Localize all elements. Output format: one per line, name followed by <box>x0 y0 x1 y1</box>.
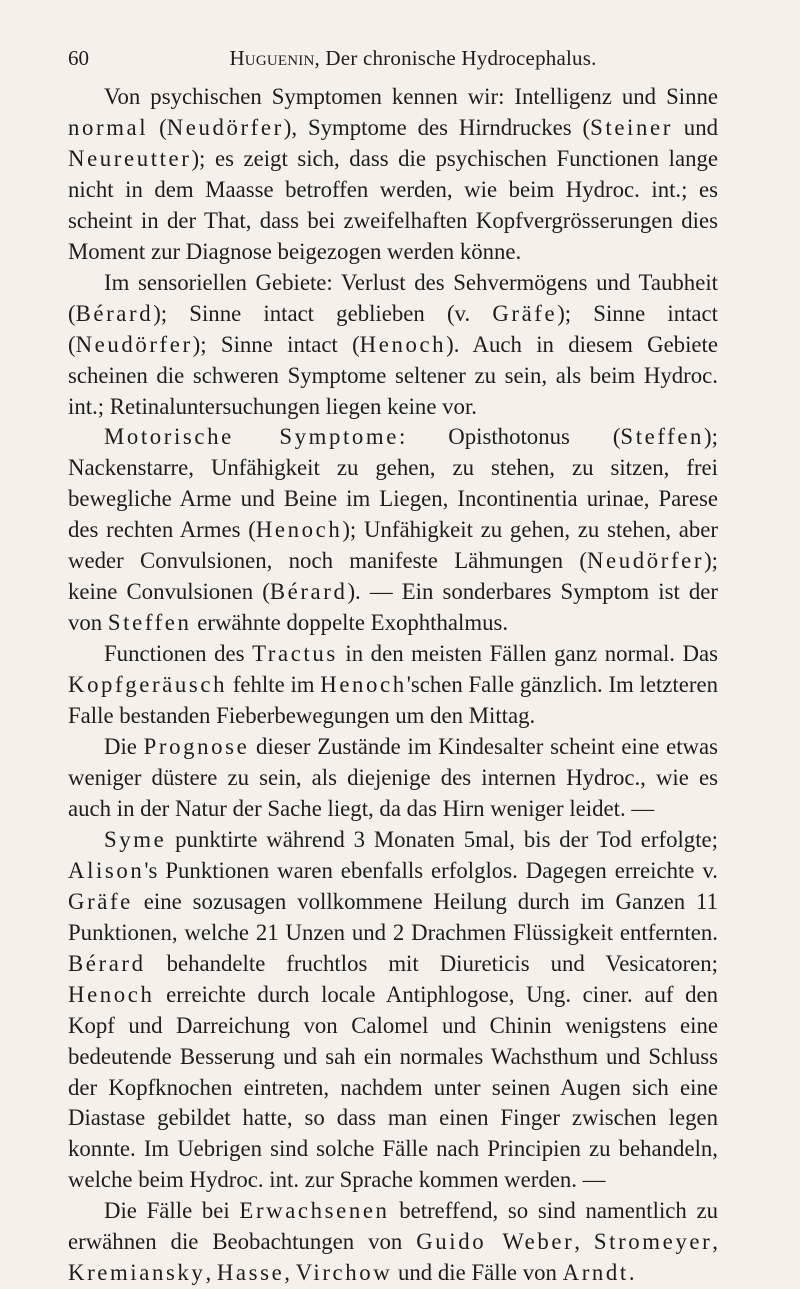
text-run: Functionen des <box>104 641 253 667</box>
emphasized-name: Neureutter <box>68 145 192 171</box>
paragraph <box>68 639 718 732</box>
text-run: fehlte im <box>227 672 321 698</box>
text-run: ). — Ein sonderbares Symptom ist der von <box>68 579 719 636</box>
text-run: ); Sinne intact ( <box>68 300 719 357</box>
text-run: eine sozusagen vollkommene Heilung durch im Ganzen 11 Punktionen, welche 21 Unzen und 2 Drachmen Flüssigkeit entfernten. <box>68 888 718 945</box>
text-run: Von psychischen Symptomen kennen wir: Intelligenz und Sinne <box>104 84 718 109</box>
text-run: ); keine Convulsionen ( <box>68 548 718 605</box>
paragraph <box>68 268 718 423</box>
text-run: erwähnte doppelte Exophthalmus. <box>191 610 509 636</box>
emphasized-name: Tractus <box>252 641 338 667</box>
page-number: 60 <box>68 46 89 70</box>
text-run: Im sensoriellen Gebiete: Verlust des Sehvermögens und Taubheit ( <box>68 269 718 326</box>
emphasized-name: Kopfgeräusch <box>68 672 228 698</box>
paragraph <box>68 825 718 1196</box>
emphasized-name: Steffen <box>107 610 192 636</box>
text-run: 'schen Falle gänzlich. Im letzteren Falle bestanden Fieberbewegungen um den Mittag. <box>68 672 718 729</box>
text-run: . <box>628 1260 635 1286</box>
emphasized-name: Gräfe <box>68 888 133 914</box>
text-run: , <box>574 1229 594 1255</box>
text-run: in den meisten Fällen ganz normal. Das <box>337 641 718 667</box>
emphasized-name: Bérard <box>75 300 154 326</box>
emphasized-name: Erwachsenen <box>239 1198 390 1224</box>
emphasized-name: Bérard <box>68 950 146 976</box>
text-run: behandelte fruchtlos mit Diureticis und Vesicatoren; <box>145 950 718 976</box>
emphasized-name: Neudörfer <box>166 114 284 140</box>
paragraph <box>68 1196 718 1289</box>
emphasized-name: normal <box>68 114 149 140</box>
emphasized-name: Alison <box>68 857 145 883</box>
emphasized-name: Steiner <box>590 114 673 140</box>
text-run: betreffend, so sind namentlich zu erwähnen die Beobachtungen von <box>68 1198 719 1255</box>
text-run: ), Symptome des Hirndruckes ( <box>283 114 591 140</box>
emphasized-name: Motorische Symptome <box>104 424 399 450</box>
header-author: Huguenin <box>229 46 315 70</box>
text-run: Die Fälle bei <box>104 1198 240 1224</box>
text-run: punktirte während 3 Monaten 5mal, bis der Tod erfolgte; <box>166 826 718 852</box>
paragraph <box>68 82 718 268</box>
emphasized-name: Neudörfer <box>586 548 705 574</box>
emphasized-name: Steffen <box>620 424 705 450</box>
emphasized-name: Henoch <box>68 981 155 1007</box>
emphasized-name: Bérard <box>269 579 348 605</box>
text-run: dieser Zustände im Kindesalter scheint eine etwas weniger düstere zu sein, als diejenige des internen Hydroc., wie es auch in der Natur der Sache liegt, da das Hirn weniger leidet. — <box>68 734 718 821</box>
emphasized-name: Kremiansky <box>68 1260 206 1286</box>
text-run: , <box>284 1260 296 1286</box>
emphasized-name: Syme <box>104 826 167 852</box>
emphasized-name: Henoch <box>320 672 407 698</box>
running-title <box>68 40 718 76</box>
emphasized-name: Arndt <box>562 1260 629 1286</box>
text-run: : Opisthotonus ( <box>398 424 621 450</box>
emphasized-name: Stromeyer <box>593 1229 713 1255</box>
emphasized-name: Henoch <box>359 331 447 357</box>
text-run: ); Nackenstarre, Unfähigkeit zu gehen, zu stehen, zu sitzen, frei bewegliche Arme und Beine im Liegen, Incontinentia urinae, Parese des rechten Armes ( <box>68 424 718 543</box>
emphasized-name: Guido Weber <box>416 1229 575 1255</box>
emphasized-name: Henoch <box>255 517 343 543</box>
emphasized-name: Neudörfer <box>75 331 193 357</box>
header-title-text: , Der chronische Hydrocephalus. <box>314 46 597 70</box>
text-run: ); Sinne intact geblieben (v. <box>153 300 493 326</box>
text-run: und die Fälle von <box>392 1260 563 1286</box>
text-run: Die <box>104 734 144 760</box>
emphasized-name: Prognose <box>143 734 250 760</box>
emphasized-name: Virchow <box>295 1260 393 1286</box>
text-run: 's Punktionen waren ebenfalls erfolglos. Dagegen erreichte v. <box>144 857 718 883</box>
text-run: ); Sinne intact ( <box>192 331 360 357</box>
running-header <box>68 40 718 76</box>
text-run: ); es zeigt sich, dass die psychischen Functionen lange nicht in dem Maasse betroffen werden, wie beim Hydroc. int.; es scheint in der That, dass bei zweifelhaften Kopfvergrösserungen dies Moment zur Diagnose beigezogen werden könne. <box>68 145 718 264</box>
text-run: und <box>672 114 718 140</box>
emphasized-name: Gräfe <box>492 300 558 326</box>
emphasized-name: Hasse <box>216 1260 285 1286</box>
text-run: , <box>712 1229 718 1255</box>
paragraph <box>68 732 718 825</box>
paragraph <box>68 422 718 639</box>
text-run: ( <box>148 114 167 140</box>
text-run: erreichte durch locale Antiphlogose, Ung. ciner. auf den Kopf und Darreichung von Calomel und Chinin wenigstens eine bedeutende Besserung und sah ein normales Wachsthum und Schluss der Kopfknochen eintreten, nachdem unter seinen Augen sich eine Diastase gebildet hatte, so dass man einen Finger zwischen legen konnte. Im Uebrigen sind solche Fälle nach Principien zu behandeln, welche beim Hydroc. int. zur Sprache kommen werden. — <box>68 981 718 1193</box>
body-text <box>68 82 718 1289</box>
text-run: ); Unfähigkeit zu gehen, zu stehen, aber weder Convulsionen, noch manifeste Lähmungen ( <box>68 517 718 574</box>
text-run: , <box>205 1260 217 1286</box>
text-run: ). Auch in diesem Gebiete scheinen die schweren Symptome seltener zu sein, als beim Hydroc. int.; Retinaluntersuchungen liegen keine vor. <box>68 331 718 419</box>
